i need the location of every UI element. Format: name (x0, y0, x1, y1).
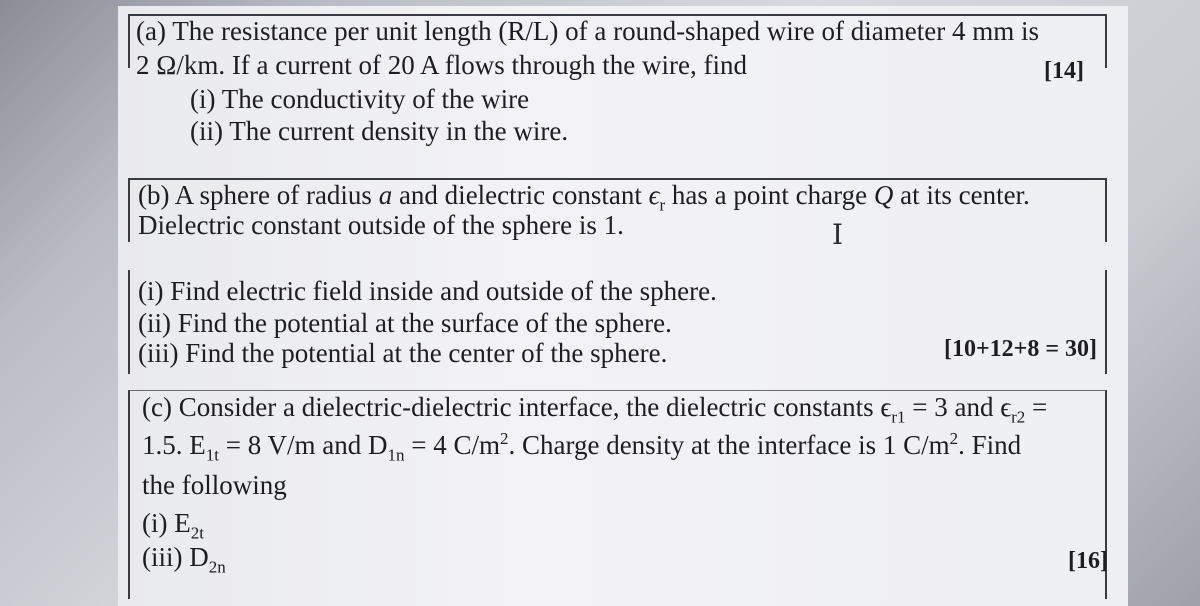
part-b-item-1: (i) Find electric field inside and outside of the sphere. (138, 276, 717, 306)
part-b-line-1-post: has a point charge (665, 180, 874, 210)
radius-symbol: a (378, 180, 393, 210)
part-b-line-2: Dielectric constant outside of the sphere is 1. (138, 210, 624, 240)
superscript-2-a: 2 (499, 429, 509, 448)
part-b-line-1-pre: (b) A sphere of radius (138, 180, 379, 210)
d2n-subscript: 2n (208, 557, 226, 577)
part-c-line-3: the following (142, 470, 287, 500)
d1n-subscript: 1n (387, 445, 405, 465)
part-a-line-2: 2 Ω/km. If a current of 20 A flows through the wire, find (136, 50, 747, 80)
part-a-item-1: (i) The conductivity of the wire (190, 84, 530, 114)
superscript-2-b: 2 (949, 429, 959, 448)
part-b-marks: [10+12+8 = 30] (944, 336, 1098, 362)
part-a-marks: [14] (1044, 58, 1084, 84)
eps-r2-subscript: r2 (1011, 407, 1026, 427)
part-c-line-1-mid: = 3 and ϵ (905, 392, 1012, 422)
part-b-line-1-end: at its center. (893, 180, 1030, 210)
part-c-item-2 (142, 542, 226, 582)
e2t-subscript: 2t (190, 523, 204, 543)
part-b-item-2: (ii) Find the potential at the surface of the sphere. (138, 308, 672, 338)
text-cursor-icon: I (832, 218, 844, 251)
part-c-line-1-pre: (c) Consider a dielectric-dielectric interface, the dielectric constants ϵ (142, 392, 892, 422)
part-a-item-2: (ii) The current density in the wire. (190, 116, 569, 146)
epsilon-subscript: r (659, 195, 666, 215)
part-c-line-2-mid2: = 4 C/m (404, 430, 500, 460)
part-b-line-1-mid: and dielectric constant (392, 180, 649, 210)
part-a-line-1: (a) The resistance per unit length (R/L) of a round-shaped wire of diameter 4 mm is (136, 16, 1039, 46)
part-c-line-2-pre: 1.5. E (142, 430, 206, 460)
part-c-item-2-pre: (iii) D (142, 542, 209, 572)
charge-symbol: Q (873, 180, 894, 210)
part-c-line-2 (142, 424, 1021, 470)
part-b-item-3: (iii) Find the potential at the center of the sphere. (138, 338, 668, 368)
part-c-marks: [16] (1068, 548, 1108, 574)
part-c-line-2-mid3: . Charge density at the interface is 1 C/m (508, 430, 950, 460)
part-c-line-2-mid: = 8 V/m and D (218, 430, 388, 460)
part-c-line-1-end: = (1025, 392, 1048, 422)
e1t-subscript: 1t (205, 445, 219, 465)
eps-r1-subscript: r1 (891, 407, 906, 427)
part-c-line-2-end: . Find (958, 430, 1022, 460)
part-c-item-1-pre: (i) E (142, 508, 191, 538)
epsilon-symbol: ϵ (648, 180, 660, 210)
